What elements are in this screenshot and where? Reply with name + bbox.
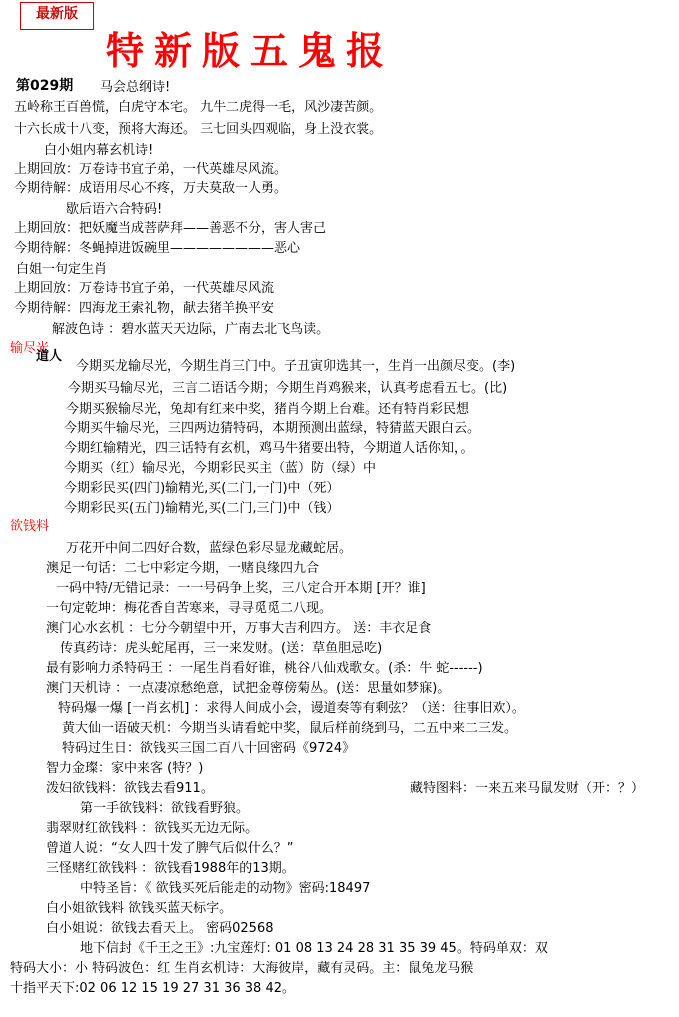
text-line: 三怪赌红欲钱料 ：欲钱看1988年的13期。	[46, 861, 295, 876]
section-label-lose: 输尽光	[10, 341, 50, 356]
text-line: 澳门心水玄机 ：七分今朝望中开，万事大吉利四方。 送：丰衣足食	[46, 621, 432, 636]
text-line: 智力金璨：家中来客 (特？)	[46, 761, 204, 776]
text-line: 特码过生日：欲钱买三国二百八十回密码《9724》	[62, 741, 356, 756]
text-line: 白小姐说：欲钱去看天上。 密码02568	[46, 921, 274, 936]
text-line: 中特圣旨：《 欲钱买死后能走的动物》密码:18497	[80, 881, 371, 896]
text-line: 第一手欲钱料：欲钱看野狼。	[80, 801, 250, 816]
text-line: 今期买马输尽光，三言二语话今期；今期生肖鸡猴来，认真考虑看五七。(比)	[68, 381, 508, 396]
text-line: 今期买猴输尽光，兔却有红来中奖，猪肖今期上台难。还有特肖彩民想	[66, 402, 470, 417]
section-label-money: 欲钱料	[10, 519, 50, 534]
text-line: 澳足一句话：二七中彩定今期，一赌良缘四九合	[46, 561, 320, 576]
text-line: 歇后语六合特码!	[66, 202, 163, 217]
text-line: 五岭称王百兽慌，白虎守本宅。 九牛二虎得一毛，风沙凄苦颜。	[14, 100, 383, 115]
text-line: 今期红输精光，四三话特有玄机，鸡马牛猪要出特，今期道人话你知，。	[64, 441, 474, 456]
text-line: 一句定乾坤：梅花香自苦寒来，寻寻觅觅二八现。	[46, 601, 333, 616]
text-line: 十六长成十八变，预将大海还。 三七回头四观临，身上没衣裳。	[14, 122, 383, 137]
text-line: 一码中特/无错记录：一一号码争上奖，三八定合开本期 [开？谁]	[56, 581, 426, 596]
text-line: 地下信封《千王之王》:九宝莲灯: 01 08 13 24 28 31 35 39 45。特码单双：双	[80, 941, 548, 956]
text-line: 泼妇欲钱料：欲钱去看911。	[46, 781, 214, 796]
text-line: 翡翠财红欲钱料 ：欲钱买无边无际。	[46, 821, 259, 836]
issue-number: 第029期	[16, 78, 74, 94]
text-line: 今期待解：四海龙王索礼物，献去猪羊换平安	[14, 301, 275, 316]
text-line: 白姐一句定生肖	[16, 262, 108, 277]
text-line: 今期彩民买(四门)输精光,买(二门,一门)中（死）	[64, 481, 340, 496]
text-line: 上期回放：万卷诗书宜子弟，一代英雄尽风流	[14, 281, 275, 296]
edition-badge: 最新版	[20, 2, 94, 30]
text-line: 白小姐欲钱料 欲钱买蓝天标字。	[46, 901, 233, 916]
text-line: 上期回放：万卷诗书宜子弟，一代英雄尽风流。	[14, 162, 288, 177]
text-line: 十指平天下:02 06 12 15 19 27 31 36 38 42。	[10, 981, 295, 996]
text-line: 今期买（红）输尽光，今期彩民买主（蓝）防（绿）中	[64, 461, 377, 476]
side-note: 藏特图料：一来五来马鼠发财（开：？）	[410, 781, 645, 796]
text-line: 万花开中间二四好合数，蓝绿色彩尽显龙藏蛇居。	[66, 541, 353, 556]
text-line: 传真药诗：虎头蛇尾再，三一来发财。(送：草鱼胆忌吃)	[60, 641, 383, 656]
text-line: 今期待解：冬蝇掉进饭碗里————————恶心	[14, 241, 301, 256]
page-title: 特新版五鬼报	[106, 28, 395, 73]
text-line: 曾道人说：“女人四十发了脾气后似什么？”	[46, 841, 294, 856]
text-line: 特码大小：小 特码波色：红 生肖玄机诗：大海彼岸，藏有灵码。主：鼠兔龙马猴	[10, 961, 474, 976]
text-line: 特码爆一爆 [一肖玄机] ：求得人间成小会，谩道奏等有剩弦？（送：往事旧欢）。	[58, 701, 525, 716]
text-line: 最有影响力杀特码王 ：一尾生肖看好谁，桃谷八仙戏歌女。(杀：牛 蛇------)	[46, 661, 483, 676]
poem-title: 马会总纲诗!	[100, 80, 171, 95]
text-line: 今期彩民买(五门)输精光,买(二门,三门)中（钱）	[64, 501, 340, 516]
text-line: 解波色诗 ：碧水蓝天天边际，广南去北飞鸟读。	[52, 322, 330, 337]
text-line: 上期回放：把妖魔当成菩萨拜——善恶不分，害人害己	[14, 221, 327, 236]
text-line: 今期买龙输尽光，今期生肖三门中。子丑寅卯选其一，生肖一出颜尽变。(李)	[76, 359, 516, 374]
text-line: 黄大仙一语破天机：今期当头请看蛇中奖，鼠后样前绕到马，二五中来二三发。	[62, 721, 518, 736]
text-line: 白小姐内幕玄机诗!	[44, 143, 154, 158]
text-line: 今期待解：成语用尽心不疼，万夫莫敌一人勇。	[14, 181, 288, 196]
section-sublabel: 道人	[36, 349, 63, 364]
text-line: 今期买牛输尽光，三四两边猜特码，本期预测出蓝绿，特猜蓝天跟白云。	[64, 421, 481, 436]
text-line: 澳门天机诗 ：一点凄凉愁绝意，试把金尊傍菊丛。(送：思量如梦寐)。	[46, 681, 451, 696]
